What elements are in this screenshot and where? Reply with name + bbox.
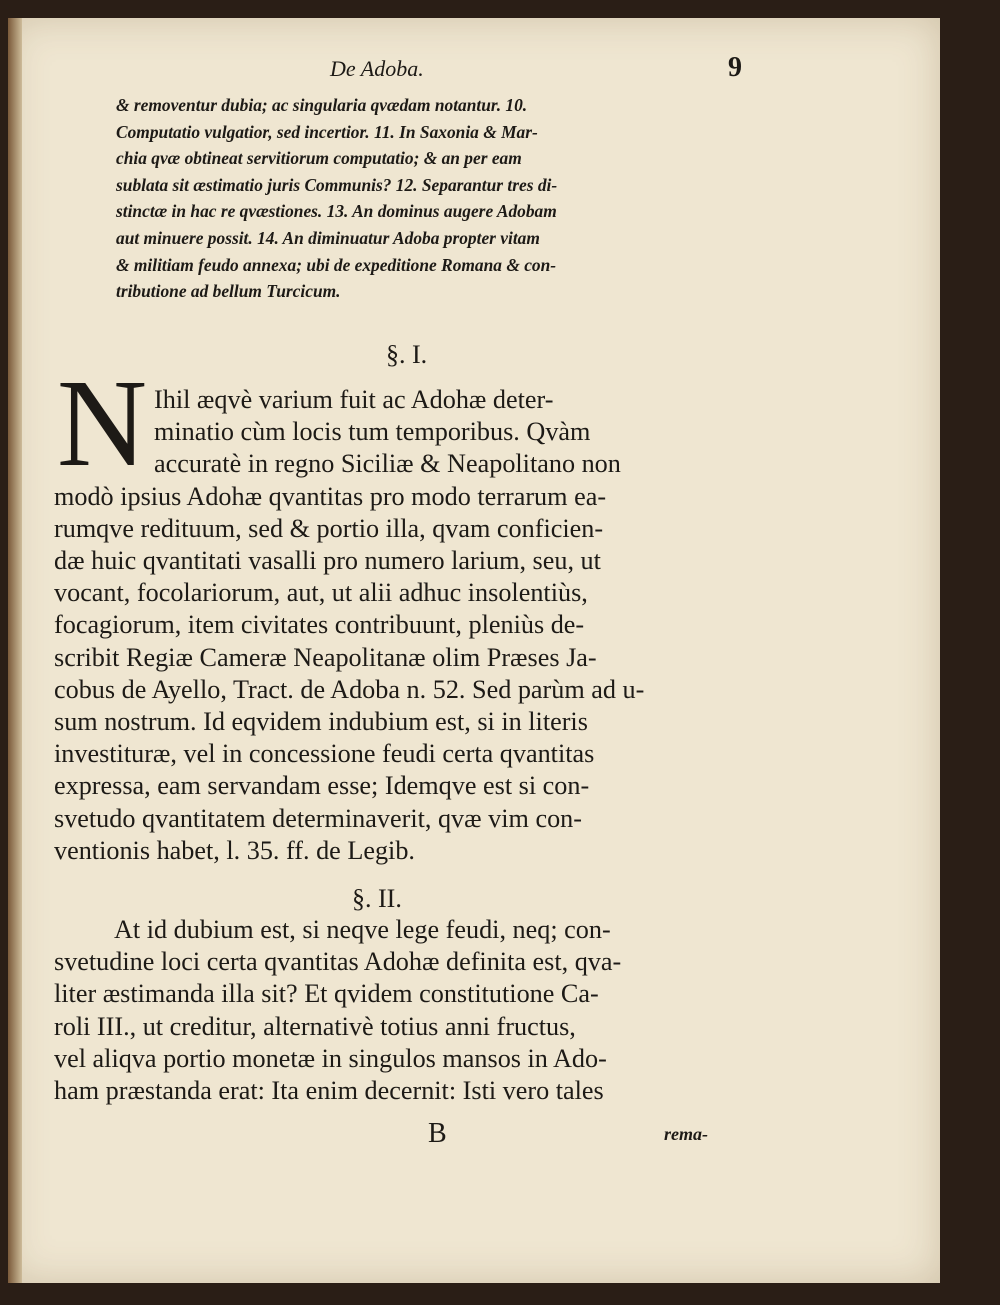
catchword: rema-: [664, 1124, 708, 1144]
text-line: scribit Regiæ Cameræ Neapolitanæ olim Præses Ja-: [54, 642, 597, 672]
section2-text: [54, 914, 749, 1107]
page-footer: [0, 1118, 1000, 1158]
summary-line: aut minuere possit. 14. An diminuatur Adoba propter vitam: [116, 227, 540, 248]
text-line: vel aliqva portio monetæ in singulos mansos in Ado-: [54, 1043, 607, 1073]
text-line: expressa, eam servandam esse; Idemqve est si con-: [54, 771, 590, 801]
text-line: focagiorum, item civitates contribuunt, pleniùs de-: [54, 610, 585, 640]
text-line: At id dubium est, si neqve lege feudi, neq; con-: [114, 915, 611, 944]
summary-line: sublata sit æstimatio juris Communis? 12. Separantur tres di-: [116, 174, 558, 195]
section-heading-1: §. I.: [386, 340, 428, 369]
text-line: svetudine loci certa qvantitas Adohæ definita est, qva-: [54, 947, 622, 977]
running-head: De Adoba.: [330, 56, 424, 81]
text-line: dæ huic qvantitati vasalli pro numero larium, seu, ut: [54, 546, 601, 576]
chapter-summary: [116, 92, 776, 305]
section1-text: [54, 384, 749, 867]
text-line: Ihil æqvè varium fuit ac Adohæ deter-: [154, 385, 554, 414]
text-line: ventionis habet, l. 35. ff. de Legib.: [54, 835, 415, 865]
text-line: svetudo qvantitatem determinaverit, qvæ vim con-: [54, 803, 582, 833]
signature-mark: B: [428, 1118, 447, 1149]
text-line: vocant, focolariorum, aut, ut alii adhuc insolentiùs,: [54, 578, 588, 608]
text-line: accuratè in regno Siciliæ & Neapolitano non: [154, 449, 621, 479]
text-line: ham præstanda erat: Ita enim decernit: Isti vero tales: [54, 1076, 604, 1106]
summary-line: & militiam feudo annexa; ubi de expeditione Romana & con-: [116, 254, 557, 275]
text-line: sum nostrum. Id eqvidem indubium est, si in literis: [54, 707, 588, 737]
page-edge: [940, 18, 1000, 1283]
page-header: [0, 50, 1000, 90]
text-line: modò ipsius Adohæ qvantitas pro modo terrarum ea-: [54, 481, 607, 511]
summary-line: Computatio vulgatior, sed incertior. 11. In Saxonia & Mar-: [116, 121, 538, 142]
svg-text:N: N: [56, 365, 148, 475]
summary-line: tributione ad bellum Turcicum.: [116, 281, 341, 302]
text-line: rumqve redituum, sed & portio illa, qvam conficien-: [54, 513, 604, 543]
summary-line: stinctæ in hac re qvæstiones. 13. An dominus augere Adobam: [116, 201, 557, 222]
section-heading-2: §. II.: [352, 884, 402, 913]
text-line: roli III., ut creditur, alternativè totius anni fructus,: [54, 1011, 576, 1041]
summary-line: & removentur dubia; ac singularia qvædam notantur. 10.: [116, 95, 528, 115]
summary-line: chia qvæ obtineat servitiorum computatio; & an per eam: [116, 148, 522, 169]
text-line: liter æstimanda illa sit? Et qvidem constitutione Ca-: [54, 979, 599, 1009]
text-line: minatio cùm locis tum temporibus. Qvàm: [154, 417, 591, 447]
binding-edge: [8, 18, 22, 1283]
text-line: cobus de Ayello, Tract. de Adoba n. 52. Sed parùm ad u-: [54, 674, 645, 704]
text-line: investituræ, vel in concessione feudi certa qvantitas: [54, 739, 595, 769]
page-number: 9: [728, 52, 742, 83]
